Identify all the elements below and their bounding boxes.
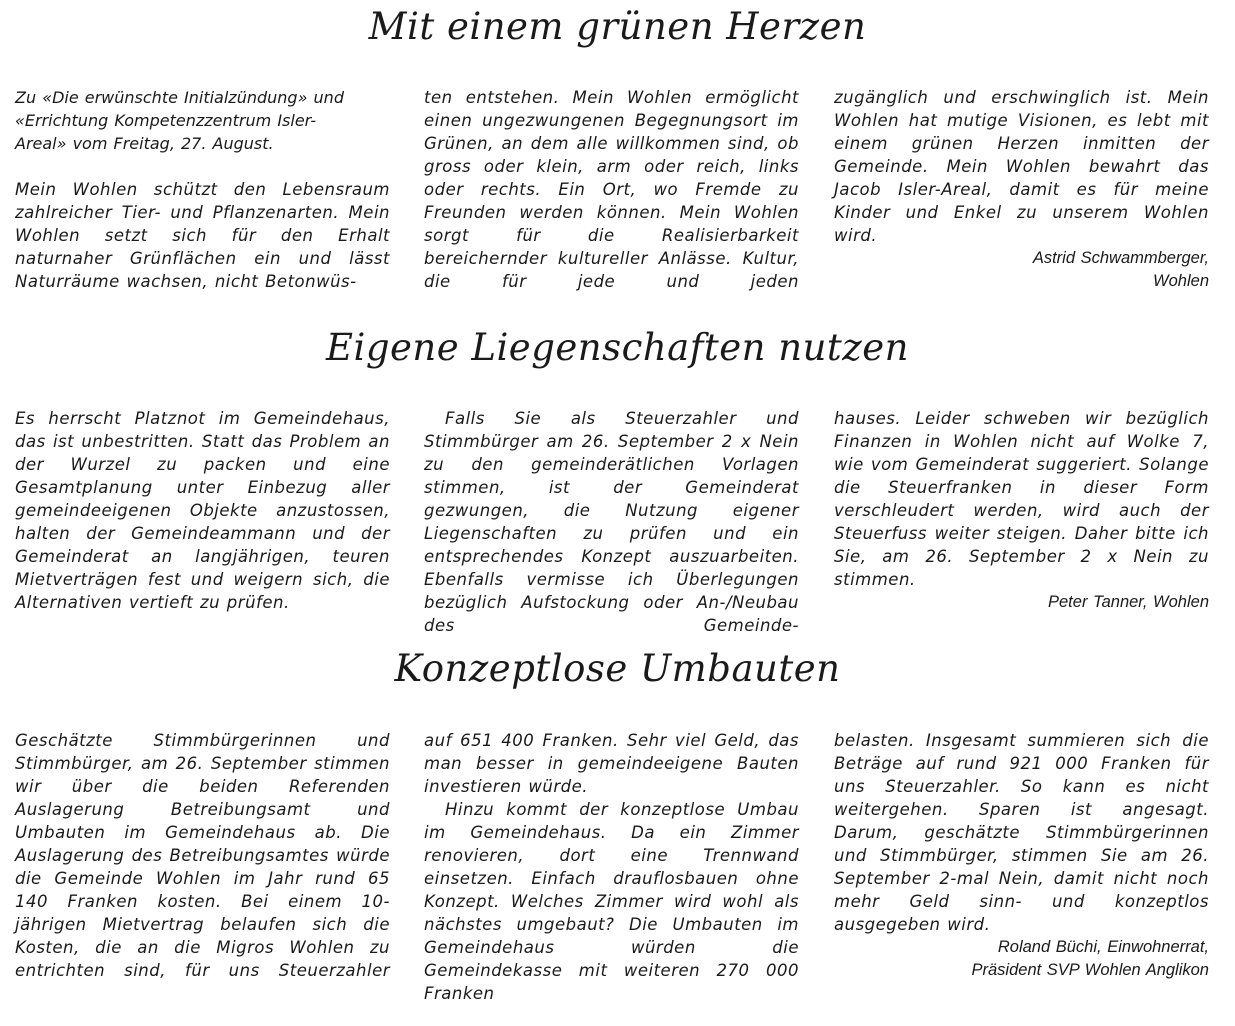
body-text: Mein Wohlen schützt den Lebensraum zahlreicher Tier- und Pflanzenarten. Mein Wohlen setzt sich für den Erhalt naturnaher Grünflächen ein und lässt Naturräume wachsen, nicht Betonwüs-	[15, 180, 390, 291]
body-text: ten entstehen. Mein Wohlen ermöglicht einen ungezwungenen Begegnungsort im Grünen, an dem alle willkommen sind, ob gross oder klein, arm oder reich, links oder rechts. Ein Ort, wo Fremde zu Freunden werden können. Mein Wohlen sorgt für die Realisierbarkeit bereichernder kultureller Anlässe. Kultur, die für jede und jeden	[424, 88, 799, 291]
letter2-column-3	[834, 407, 1209, 614]
letter1-intro	[15, 86, 390, 155]
headline-konzeptlose-umbauten: Konzeptlose Umbauten	[394, 647, 841, 690]
intro-line: Areal» vom Freitag, 27. August.	[15, 134, 274, 153]
letter2-column-2	[424, 407, 799, 637]
body-text: Es herrscht Platznot im Gemeindehaus, das ist unbestritten. Statt das Problem an der Wurzel zu packen und eine Gesamtplanung unter Einbezug aller gemeindeeigenen Objekte anzustossen, halten der Gemeindeammann und der Gemeinderat an langjährigen, teuren Mietverträgen fest und weigern sich, die Alternativen vertieft zu prüfen.	[15, 409, 390, 612]
signature-place: Wohlen	[1153, 272, 1209, 290]
signature	[834, 247, 1209, 293]
body-text: Geschätzte Stimmbürgerinnen und Stimmbürger, am 26. September stimmen wir über die beiden Referenden Auslagerung Betreibungsamt und Umbauten im Gemeindehaus ab. Die Auslagerung des Betreibungsamtes würde die Gemeinde Wohlen im Jahr rund 65 140 Franken kosten. Bei einem 10-jährigen Mietvertrag belaufen sich die Kosten, die an die Migros Wohlen zu entrichten sind, für uns Steuerzahler	[15, 731, 390, 980]
signature-name: Peter Tanner, Wohlen	[1048, 593, 1209, 611]
intro-line: Zu «Die erwünschte Initialzündung» und	[15, 88, 344, 107]
body-text: Hinzu kommt der konzeptlose Umbau im Gemeindehaus. Da ein Zimmer renovieren, dort eine Trennwand einsetzen. Einfach drauflosbauen ohne Konzept. Welches Zimmer wird wohl als nächstes umgebaut? Die Umbauten im Gemeindehaus würden die Gemeindekasse mit weiteren 270 000 Franken	[424, 800, 799, 1003]
body-text: hauses. Leider schweben wir bezüglich Finanzen in Wohlen nicht auf Wolke 7, wie vom Gemeinderat suggeriert. Solange die Steuerfranken in dieser Form verschleudert werden, wird auch der Steuerfuss weiter steigen. Daher bitte ich Sie, am 26. September 2 x Nein zu stimmen.	[834, 409, 1209, 589]
body-text: auf 651 400 Franken. Sehr viel Geld, das man besser in gemeindeeigene Bauten investieren würde.	[424, 731, 799, 796]
body-text: Falls Sie als Steuerzahler und Stimmbürger am 26. September 2 x Nein zu den gemeinderätlichen Vorlagen stimmen, ist der Gemeinderat gezwungen, die Nutzung eigener Liegenschaften zu prüfen und ein entsprechendes Konzept auszuarbeiten. Ebenfalls vermisse ich Überlegungen bezüglich Aufstockung oder An-/Neubau des Gemeinde-	[424, 409, 799, 635]
signature-name: Astrid Schwammberger,	[1032, 249, 1209, 267]
signature-title: Präsident SVP Wohlen Anglikon	[971, 961, 1209, 979]
headline-gruenes-herz: Mit einem grünen Herzen	[368, 5, 867, 48]
letter3-column-3	[834, 729, 1209, 982]
letter3-column-2	[424, 729, 799, 1005]
headline-liegenschaften: Eigene Liegenschaften nutzen	[325, 326, 910, 369]
signature	[834, 936, 1209, 982]
body-text: zugänglich und erschwinglich ist. Mein Wohlen hat mutige Visionen, es lebt mit einem grünen Herzen inmitten der Gemeinde. Mein Wohlen bewahrt das Jacob Isler-Areal, damit es für meine Kinder und Enkel zu unserem Wohlen wird.	[834, 88, 1209, 245]
intro-line: «Errichtung Kompetenzzentrum Isler-	[15, 111, 317, 130]
letter3-column-1	[15, 729, 390, 982]
letter1-column-1	[15, 86, 390, 293]
signature-name: Roland Büchi, Einwohnerrat,	[997, 938, 1209, 956]
body-text: belasten. Insgesamt summieren sich die Beträge auf rund 921 000 Franken für uns Steuerzahler. So kann es nicht weitergehen. Sparen ist angesagt. Darum, geschätzte Stimmbürgerinnen und Stimmbürger, stimmen Sie am 26. September 2-mal Nein, damit nicht noch mehr Geld sinn- und konzeptlos ausgegeben wird.	[834, 731, 1209, 934]
signature	[834, 591, 1209, 614]
letter2-column-1	[15, 407, 390, 614]
letter1-column-2	[424, 86, 799, 293]
letter1-column-3	[834, 86, 1209, 293]
